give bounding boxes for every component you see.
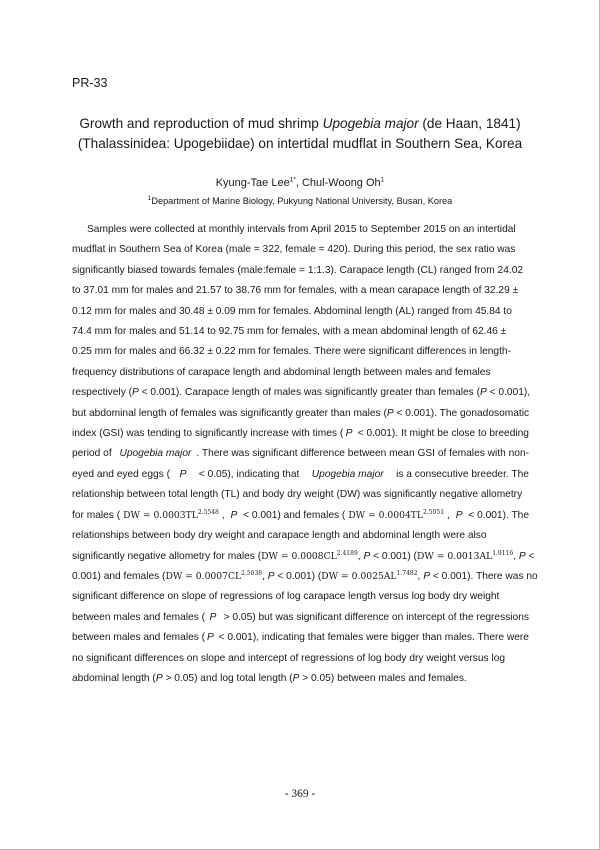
equation-exponent: 2.5051 — [423, 508, 445, 516]
equation-base: DW = 0.0008CL — [261, 550, 337, 562]
title-text: (de Haan, 1841) — [418, 116, 521, 131]
text-run: , — [357, 550, 364, 562]
abstract-line — [72, 587, 529, 607]
p-value-symbol: P — [455, 509, 463, 521]
text-run: < 0.001). There was no — [430, 570, 538, 582]
text-run: between males and females ( — [72, 632, 206, 644]
p-value-symbol: P — [132, 387, 139, 399]
text-run: < 0.05), indicating that — [195, 468, 303, 480]
p-value-symbol: P — [209, 611, 217, 623]
equation — [165, 567, 262, 587]
abstract-line — [72, 628, 529, 648]
p-value-symbol: P — [179, 468, 187, 480]
text-run: 0.001) and females ( — [72, 570, 166, 582]
p-value-symbol: P — [267, 570, 275, 582]
text-run: for males ( — [72, 509, 121, 521]
equation-base: DW = 0.0007CL — [165, 570, 242, 582]
text-run: relationships between body dry weight and carapace length and abdominal length were also — [72, 530, 487, 542]
author-name: Chul-Woong Oh — [301, 177, 381, 189]
equation-exponent: 1.7482 — [396, 569, 418, 577]
equation — [348, 506, 444, 526]
p-value-symbol: P — [518, 550, 526, 562]
text-run: but abdominal length of females was significantly greater than males ( — [72, 407, 387, 419]
equation-base: DW = 0.0025AL — [321, 570, 397, 582]
p-value-symbol: P — [345, 428, 353, 440]
title-species: Upogebia major — [322, 116, 419, 131]
equation — [261, 547, 358, 567]
text-run: index (GSI) was tending to significantly increase with times ( — [72, 428, 344, 440]
text-run: respectively ( — [72, 387, 133, 399]
affiliation-text: Department of Marine Biology, Pukyung National University, Busan, Korea — [151, 196, 453, 206]
text-run: < 0.001). Carapace length of males was significantly greater than females ( — [138, 387, 480, 399]
text-run: < 0.001). The — [465, 509, 529, 521]
text-run: between males and females ( — [72, 611, 206, 623]
abstract-line — [72, 424, 529, 444]
text-run: eyed and eyed eggs ( — [72, 468, 170, 480]
text-run: > 0.05) and log total length ( — [162, 672, 293, 684]
affiliation — [40, 196, 560, 206]
equation-exponent: 2.4189 — [336, 549, 358, 557]
affiliation-mark: 1* — [289, 176, 296, 184]
text-run: , — [221, 509, 228, 521]
abstract-line — [72, 261, 529, 281]
author-list — [40, 177, 560, 189]
text-run: is a consecutive breeder. The — [393, 468, 529, 480]
abstract-line — [72, 240, 529, 260]
text-run: > 0.05) between males and females. — [299, 672, 467, 684]
text-run: significantly biased towards females (male:female = 1:1.3). Carapace length (CL) ranged from 24.02 — [72, 264, 524, 276]
p-value-symbol: P — [423, 570, 430, 582]
author-name: Kyung-Tae Lee — [215, 177, 290, 189]
text-run: no significant differences on slope and intercept of regressions of log body dry weight versus log — [72, 652, 506, 664]
p-value-symbol: P — [292, 672, 300, 684]
abstract-line — [72, 220, 529, 240]
text-run: < 0.001), indicating that females were bigger than males. There were — [215, 632, 529, 644]
text-run: period of — [72, 448, 115, 460]
abstract-line — [72, 363, 529, 383]
species-name: Upogebia major — [311, 468, 384, 480]
abstract-line — [72, 567, 538, 587]
text-run: significant difference on slope of regressions of log carapace length versus log body dry weight — [72, 591, 500, 603]
p-value-symbol: P — [207, 632, 214, 644]
p-value-symbol: P — [480, 387, 487, 399]
p-value-symbol: P — [230, 509, 238, 521]
p-value-symbol: P — [386, 407, 394, 419]
text-run: < 0.001) ( — [274, 570, 322, 582]
text-run: to 37.01 mm for males and 21.57 to 38.76 mm for females, with a mean carapace length of 32.29 ± — [72, 285, 519, 297]
affiliation-mark: 1 — [380, 176, 385, 184]
text-run: 0.25 mm for males and 66.32 ± 0.22 mm for females. There were significant differences in length- — [72, 346, 511, 358]
abstract-line — [72, 465, 529, 485]
equation-exponent: 2.5038 — [241, 569, 263, 577]
equation-base: DW = 0.0003TL — [123, 509, 198, 521]
equation-exponent: 1.9116 — [492, 549, 514, 557]
text-run: < 0.001) ( — [370, 550, 417, 562]
text-run: , — [417, 570, 424, 582]
text-run: frequency distributions of carapace length and abdominal length between males and females — [72, 366, 491, 378]
text-run: , — [513, 550, 519, 562]
text-run: . There was significant difference between mean GSI of females with non- — [196, 448, 529, 460]
text-run: > 0.05) but was significant difference on intercept of the regressions — [220, 611, 529, 623]
author-separator: , — [295, 177, 302, 189]
abstract-line — [72, 281, 529, 301]
abstract-line — [72, 649, 529, 669]
abstract-line — [72, 302, 529, 322]
text-run: Samples were collected at monthly intervals from April 2015 to September 2015 on an intertidal — [87, 224, 516, 235]
text-run: < 0.001), — [486, 387, 531, 399]
equation — [417, 547, 513, 567]
abstract-line — [72, 383, 529, 403]
text-run: 74.4 mm for males and 51.14 to 92.75 mm for females, with a mean abdominal length of 62.46 ± — [72, 326, 507, 338]
text-run: , — [447, 509, 453, 521]
affiliation-mark: 1 — [147, 194, 152, 202]
text-run: < 0.001). The gonadosomatic — [393, 407, 530, 419]
equation — [321, 567, 417, 587]
abstract-line — [72, 669, 529, 689]
abstract-code: PR-33 — [72, 76, 108, 90]
page-number: - 369 - — [284, 788, 316, 800]
text-run: 0.12 mm for males and 30.48 ± 0.09 mm for females. Abdominal length (AL) ranged from 45.84 to — [72, 305, 512, 317]
paper-title-line-1 — [40, 114, 560, 134]
abstract-line — [72, 485, 529, 505]
abstract-line — [72, 322, 529, 342]
species-name: Upogebia major — [119, 448, 192, 460]
text-run: < — [525, 550, 535, 562]
equation — [123, 506, 219, 526]
abstract-line — [72, 342, 529, 362]
text-run: mudflat in Southern Sea of Korea (male = 322, female = 420). During this period, the sex ratio was — [72, 244, 516, 256]
abstract-line — [72, 608, 529, 628]
p-value-symbol: P — [363, 550, 371, 562]
abstract-body — [72, 220, 538, 689]
text-run: significantly negative allometry for males ( — [72, 550, 262, 562]
equation-exponent: 2.5548 — [197, 508, 219, 516]
abstract-line — [72, 506, 529, 526]
text-run: abdominal length ( — [72, 672, 156, 684]
abstract-line — [72, 526, 529, 546]
abstract-line — [72, 404, 529, 424]
title-text: Growth and reproduction of mud shrimp — [79, 116, 323, 131]
paper-title-line-2: (Thalassinidea: Upogebiidae) on intertidal mudflat in Southern Sea, Korea — [77, 136, 523, 151]
equation-base: DW = 0.0013AL — [416, 550, 493, 562]
equation-base: DW = 0.0004TL — [348, 509, 424, 521]
text-run: , — [262, 570, 268, 582]
p-value-symbol: P — [155, 672, 163, 684]
abstract-line — [72, 444, 529, 464]
text-run: < 0.001). It might be close to breeding — [354, 428, 529, 440]
text-run: relationship between total length (TL) and body dry weight (DW) was significantly negative allometry — [72, 489, 523, 501]
abstract-line — [72, 547, 535, 567]
text-run: < 0.001) and females ( — [240, 509, 346, 521]
